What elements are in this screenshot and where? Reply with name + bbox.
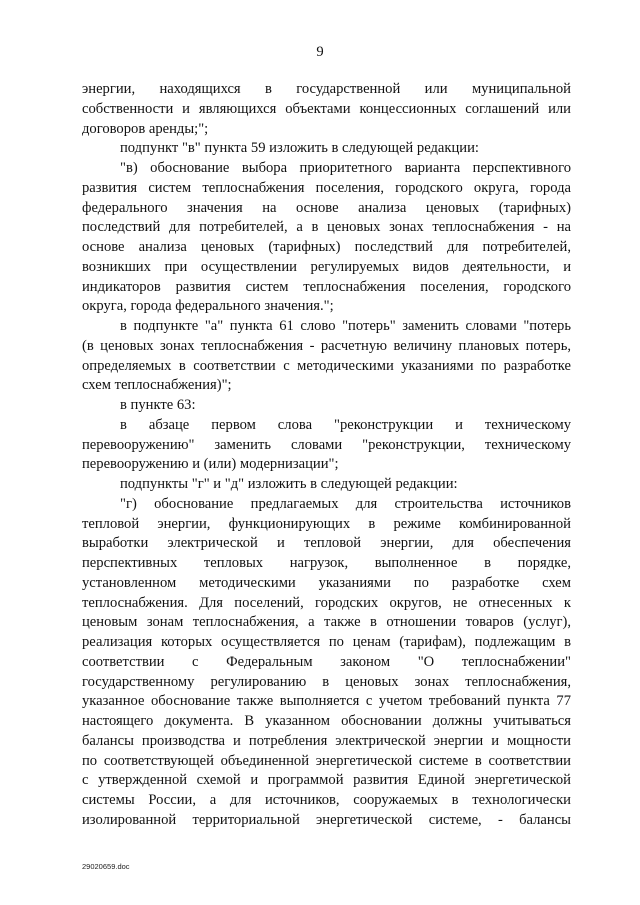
text-line: договоров аренды;"; bbox=[82, 120, 209, 137]
text-line: перспективных тепловых нагрузок, выполненное в порядке, bbox=[82, 555, 571, 571]
text-line: тепловой энергии, функционирующих в режиме комбинированной bbox=[82, 515, 571, 532]
text-line: федерального значения на основе анализа ценовых (тарифных) bbox=[82, 199, 571, 216]
text-line: соответствии с Федеральным законом "О теплоснабжении" bbox=[82, 653, 571, 670]
text-line: основе анализа ценовых (тарифных) последствий для потребителей, bbox=[82, 239, 571, 255]
text-line: выработки электрической и тепловой энергии, для обеспечения bbox=[82, 535, 571, 552]
text-line: в подпункте "а" пункта 61 слово "потерь" заменить словами "потерь bbox=[120, 318, 571, 334]
text-line: схем теплоснабжения)"; bbox=[82, 377, 232, 394]
text-line: округа, города федерального значения."; bbox=[82, 298, 334, 315]
text-line: подпункты "г" и "д" изложить в следующей редакции: bbox=[120, 476, 458, 492]
text-line: реализация которых осуществляется по ценам (тарифам), подлежащим в bbox=[82, 634, 571, 650]
text-line: установленном методическими указаниями по разработке схем bbox=[82, 574, 571, 591]
text-line: "в) обоснование выбора приоритетного варианта перспективного bbox=[120, 160, 571, 176]
text-line: ценовым зонам теплоснабжения, а также в отношении товаров (услуг), bbox=[82, 614, 571, 631]
text-line: "г) обоснование предлагаемых для строительства источников bbox=[120, 495, 571, 512]
text-line: по соответствующей объединенной энергетической системе в соответствии bbox=[82, 752, 571, 769]
text-line: собственности и являющихся объектами концессионных соглашений или bbox=[82, 100, 571, 117]
text-line: в абзаце первом слова "реконструкции и техническому bbox=[120, 416, 571, 433]
text-line: системы России, а для источников, сооружаемых в технологически bbox=[82, 792, 571, 808]
text-line: определяемых в соответствии с методическими указаниями по разработке bbox=[82, 357, 571, 374]
text-line: теплоснабжения. Для поселений, городских округов, не отнесенных к bbox=[82, 594, 571, 611]
text-line: развития систем теплоснабжения поселения, городского округа, города bbox=[82, 179, 571, 196]
text-line: возникших при осуществлении регулируемых видов деятельности, и bbox=[82, 258, 571, 275]
text-line: последствий для потребителей, а в ценовых зонах теплоснабжения - на bbox=[82, 219, 571, 236]
footer-filename: 29020659.doc bbox=[82, 862, 130, 871]
text-line: энергии, находящихся в государственной или муниципальной bbox=[82, 81, 571, 97]
text-line: индикаторов развития систем теплоснабжения поселения, городского bbox=[82, 278, 571, 295]
text-line: перевооружению и (или) модернизации"; bbox=[82, 456, 339, 473]
text-line: настоящего документа. В указанном обосновании должны учитываться bbox=[82, 713, 571, 729]
page-number: 9 bbox=[316, 44, 324, 60]
text-line: в пункте 63: bbox=[120, 397, 196, 413]
text-line: указанное обоснование также выполняется с учетом требований пункта 77 bbox=[82, 693, 571, 710]
document-body bbox=[82, 80, 571, 831]
text-line: балансы производства и потребления электрической энергии и мощности bbox=[82, 732, 571, 749]
text-line: (в ценовых зонах теплоснабжения - расчетную величину плановых потерь, bbox=[82, 337, 571, 354]
text-line: с утвержденной схемой и программой развития Единой энергетической bbox=[82, 772, 571, 789]
text-line: изолированной территориальной энергетической системе, - балансы bbox=[82, 811, 571, 828]
text-line: подпункт "в" пункта 59 изложить в следующей редакции: bbox=[120, 140, 479, 157]
text-line: перевооружению" заменить словами "реконструкции, техническому bbox=[82, 436, 571, 453]
text-line: государственному регулированию в ценовых зонах теплоснабжения, bbox=[82, 673, 571, 690]
